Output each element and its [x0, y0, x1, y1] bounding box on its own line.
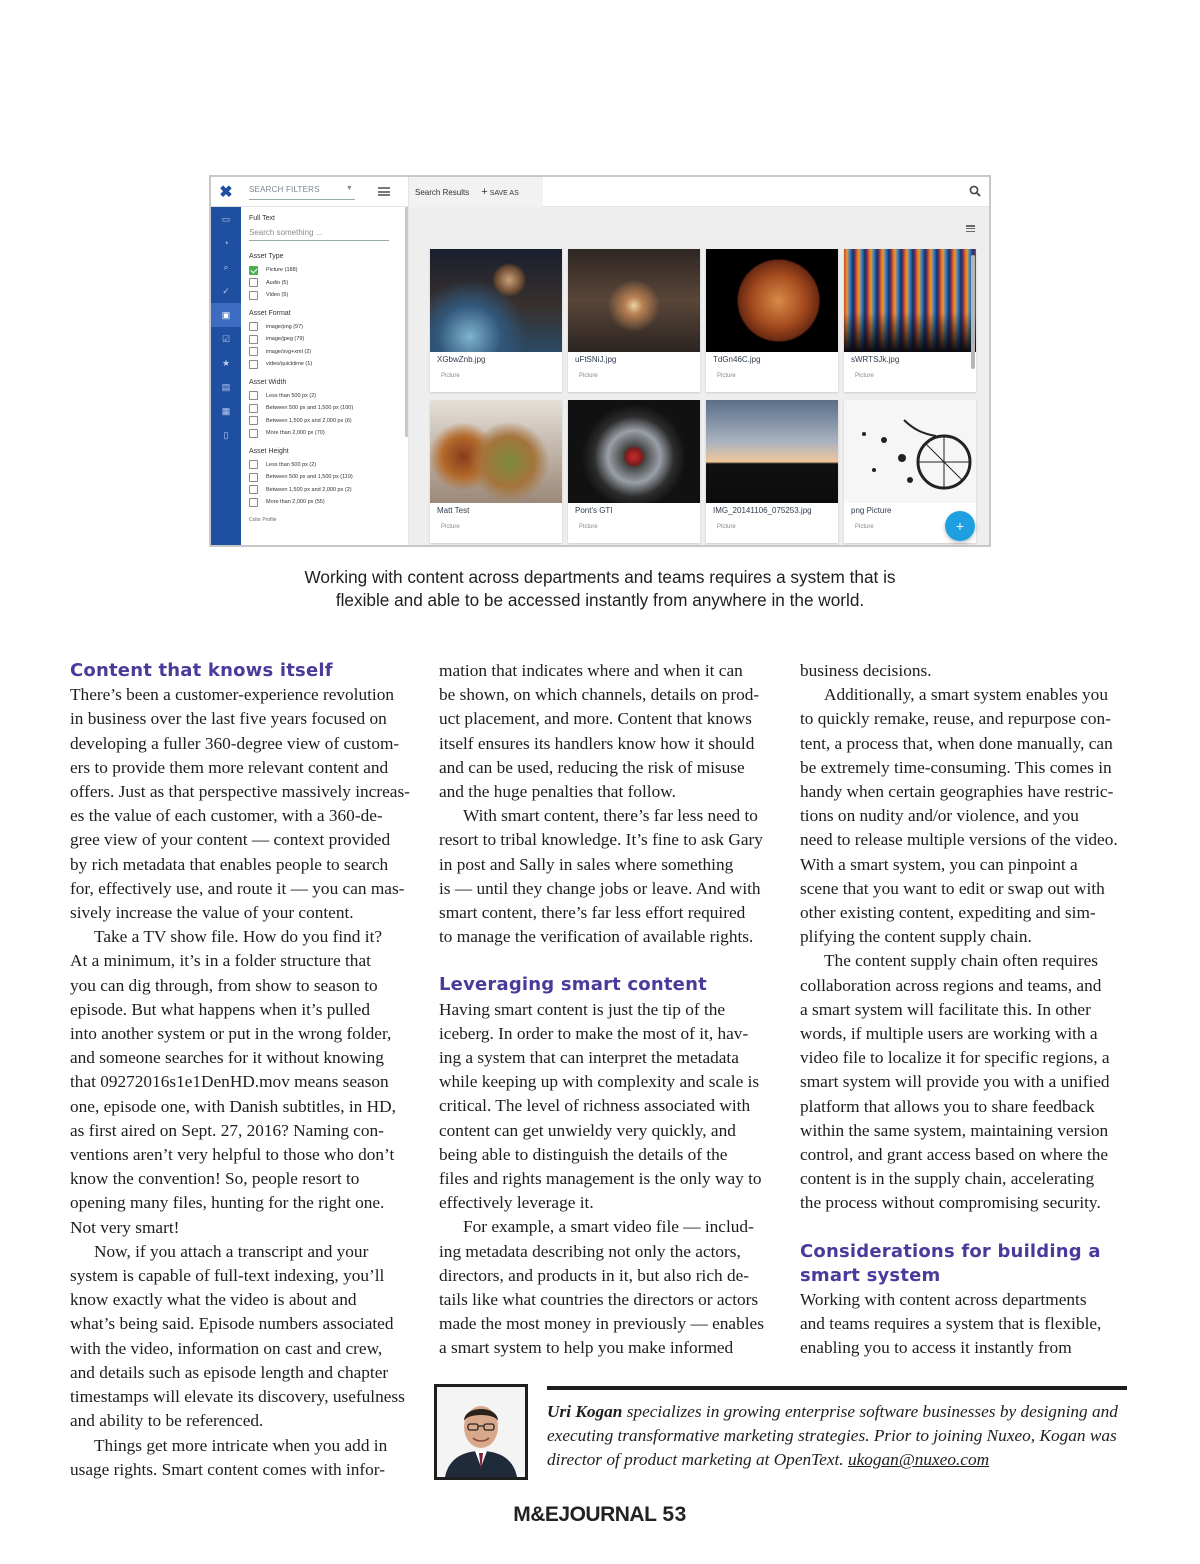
text-line: There’s been a customer-experience revolution: [70, 685, 395, 705]
text-line: system is capable of full-text indexing, you’ll: [70, 1266, 385, 1286]
text-line: tent, a process that, when done manually, can: [800, 733, 1113, 753]
filter-group-title: Asset Type: [249, 253, 284, 260]
text-line: Working with content across departments: [800, 1290, 1087, 1310]
text-line: and someone searches for it without knowing: [70, 1048, 384, 1068]
document-icon[interactable]: ▤: [221, 381, 231, 392]
filter-option[interactable]: [249, 390, 399, 403]
text-line: Take a TV show file. How do you find it?: [94, 927, 383, 947]
filter-option[interactable]: [249, 427, 399, 440]
filter-option-label: Between 1,500 px and 2,000 px (2): [266, 486, 352, 493]
result-type: Picture: [855, 373, 874, 379]
filter-option-label: More than 2,000 px (55): [266, 499, 325, 506]
result-thumbnail[interactable]: [430, 249, 562, 352]
text-line: within the same system, maintaining version: [800, 1120, 1109, 1140]
text-line: plifying the content supply chain.: [800, 927, 1032, 947]
checkbox[interactable]: [249, 360, 258, 369]
filter-option[interactable]: [249, 346, 399, 359]
text-line: scene that you want to edit or swap out with: [800, 878, 1105, 898]
author-name: Uri Kogan: [547, 1402, 623, 1421]
result-name[interactable]: Matt Test: [437, 506, 470, 515]
result-name[interactable]: XGbwZnb.jpg: [437, 355, 486, 364]
save-as-button[interactable]: + SAVE AS: [481, 186, 519, 198]
text-line: developing a fuller 360-degree view of custom-: [70, 733, 400, 753]
result-card[interactable]: [430, 400, 562, 543]
filter-group-title: Asset Format: [249, 309, 291, 317]
text-line: to manage the verification of available rights.: [439, 927, 754, 947]
filter-option-label: video/quicktime (1): [266, 361, 313, 368]
text-line: Now, if you attach a transcript and your: [94, 1241, 369, 1261]
text-line: tails like what countries the directors or actors: [439, 1290, 759, 1310]
result-card[interactable]: [706, 249, 838, 392]
page-footer: [0, 1503, 1200, 1527]
result-name[interactable]: TdGn46C.jpg: [713, 355, 761, 364]
text-line: es the value of each customer, with a 360-de-: [70, 806, 383, 826]
text-line: know the convention! So, people resort to: [70, 1169, 360, 1189]
text-line: ing a system that can interpret the metadata: [439, 1048, 739, 1068]
filter-option[interactable]: [249, 289, 399, 302]
filter-option-label: Video (5): [266, 292, 289, 299]
text-line: words, if multiple users are working with a: [800, 1024, 1098, 1044]
text-line: a smart system will facilitate this. In other: [800, 999, 1091, 1019]
checkbox[interactable]: [249, 460, 258, 469]
nav-rail: [211, 177, 241, 545]
result-type: Picture: [441, 524, 460, 530]
text-line: one, episode one, with Danish subtitles, in HD,: [70, 1096, 396, 1116]
text-line: For example, a smart video file — includ-: [463, 1217, 754, 1237]
filter-option[interactable]: [249, 402, 399, 415]
checkbox[interactable]: [249, 266, 258, 275]
search-nav-icon[interactable]: ⌕: [223, 261, 229, 272]
text-line: business decisions.: [800, 661, 932, 680]
checkbox[interactable]: [249, 498, 258, 507]
journal-name: M&EJOURNAL: [513, 1503, 657, 1526]
filter-option[interactable]: [249, 321, 399, 334]
text-line: made the most money in previously — enables: [439, 1314, 764, 1334]
heading-considerations: Considerations for building a smart system: [800, 1240, 1101, 1286]
full-text-label: Full Text: [249, 215, 275, 222]
checkbox[interactable]: [249, 391, 258, 400]
author-bio: Uri Kogan specializes in growing enterprise software businesses by designing and executing transformative marketing strategies. Prior to joining Nuxeo, Kogan was director of product marketing at OpenText. ukogan@nuxeo.com: [547, 1402, 1118, 1470]
page-number: 53: [662, 1503, 687, 1526]
trash-icon[interactable]: ▯: [223, 429, 229, 440]
text-line: usage rights. Smart content comes with infor-: [70, 1459, 385, 1479]
text-line: opening many files, hunting for the right one.: [70, 1193, 385, 1213]
recent-icon[interactable]: ◔: [223, 238, 229, 248]
text-line: files and rights management is the only way to: [439, 1169, 762, 1189]
text-line: The content supply chain often requires: [824, 951, 1099, 971]
checkbox[interactable]: [249, 322, 258, 331]
figure-caption: Working with content across departments and teams requires a system that is flexible and able to be accessed instantly from anywhere in the world.: [304, 567, 896, 610]
text-line: the process without compromising security.: [800, 1193, 1101, 1213]
filter-scrollbar[interactable]: [405, 207, 408, 437]
app-logo-icon: ✖: [211, 177, 241, 207]
text-line: be extremely time-consuming. This comes in: [800, 757, 1112, 777]
text-line: is — until they change jobs or leave. And with: [439, 878, 761, 898]
collections-icon[interactable]: ▣: [211, 303, 241, 327]
checkbox[interactable]: [249, 416, 258, 425]
checkbox[interactable]: [249, 278, 258, 287]
text-line: other existing content, expediting and sim-: [800, 903, 1096, 923]
text-line: by rich metadata that enables people to search: [70, 854, 389, 874]
text-line: and teams requires a system that is flexible,: [800, 1314, 1102, 1334]
filter-option[interactable]: [249, 277, 399, 290]
text-line: With a smart system, you can pinpoint a: [800, 854, 1078, 874]
text-line: you can dig through, from show to season to: [70, 975, 378, 995]
checkbox[interactable]: [249, 291, 258, 300]
text-line: being able to distinguish the details of the: [439, 1144, 728, 1164]
app-screenshot: [209, 175, 991, 547]
text-line: control, and grant access based on where the: [800, 1145, 1109, 1165]
author-photo: [434, 1384, 528, 1480]
filter-option-label: Audio (5): [266, 279, 289, 286]
check-icon[interactable]: ✓: [222, 285, 230, 296]
result-name[interactable]: png Picture: [851, 506, 892, 515]
filter-group-title: Asset Width: [249, 378, 287, 386]
text-line: to quickly remake, reuse, and repurpose con-: [800, 709, 1111, 729]
text-line: know exactly what the video is about and: [70, 1290, 357, 1310]
add-button[interactable]: [945, 511, 975, 541]
text-line: effectively leverage it.: [439, 1193, 594, 1213]
plus-icon: +: [481, 186, 488, 198]
result-name[interactable]: sWRTSJk.jpg: [851, 355, 900, 364]
result-thumbnail[interactable]: [568, 400, 700, 503]
text-line: smart content, there’s far less effort required: [439, 903, 746, 923]
text-line: resort to tribal knowledge. It’s fine to ask Gary: [439, 830, 763, 850]
bio-rule: [547, 1386, 1127, 1390]
text-line: for, effectively use, and route it — you can mas-: [70, 878, 405, 898]
column-1-text: [70, 683, 415, 1482]
tasks-icon[interactable]: ☑: [221, 333, 231, 344]
filter-option-label: Between 500 px and 1,500 px (100): [266, 405, 354, 412]
text-line: At a minimum, it’s in a folder structure that: [70, 951, 371, 971]
folder-icon[interactable]: ▭: [221, 213, 231, 224]
filter-group: [249, 448, 399, 509]
checkbox[interactable]: [249, 347, 258, 356]
text-line: sively increase the value of your content.: [70, 903, 354, 923]
filter-option-label: More than 2,000 px (70): [266, 430, 325, 437]
result-name[interactable]: uFtSNiJ.jpg: [575, 355, 617, 364]
text-line: smart system will provide you with a unified: [800, 1072, 1110, 1092]
text-line: need to release multiple versions of the video.: [800, 830, 1118, 850]
filter-option[interactable]: [249, 415, 399, 428]
column-2-text: [439, 659, 779, 949]
text-line: handy when certain geographies have restric-: [800, 782, 1114, 802]
chevron-down-icon: ▼: [345, 185, 353, 192]
filter-group: [249, 253, 399, 302]
filter-option-label: image/svg+xml (2): [266, 348, 312, 355]
column-3-text: [800, 659, 1130, 1216]
text-line: into another system or put in the wrong folder,: [70, 1024, 392, 1044]
text-line: Having smart content is just the tip of the: [439, 999, 726, 1019]
result-thumbnail[interactable]: [568, 249, 700, 352]
text-line: Things get more intricate when you add in: [94, 1435, 388, 1455]
media-icon[interactable]: ▦: [221, 405, 231, 416]
result-thumbnail[interactable]: [706, 400, 838, 503]
result-type: Picture: [579, 524, 598, 530]
column-1: [70, 659, 415, 1482]
text-line: in post and Sally in sales where something: [439, 854, 734, 874]
text-line: iceberg. In order to make the most of it, hav-: [439, 1023, 749, 1043]
text-line: and ability to be referenced.: [70, 1411, 264, 1431]
text-line: content is in the supply chain, accelerating: [800, 1169, 1095, 1189]
author-email-link[interactable]: ukogan@nuxeo.com: [847, 1450, 990, 1470]
results-toolbar: [409, 177, 989, 207]
filter-group-title: Asset Height: [249, 447, 289, 455]
text-line: mation that indicates where and when it can: [439, 661, 743, 680]
text-line: Additionally, a smart system enables you: [824, 685, 1108, 705]
filter-option[interactable]: [249, 264, 399, 277]
text-line: content can get unwieldy very quickly, and: [439, 1120, 736, 1140]
text-line: in business over the last five years focused on: [70, 709, 387, 729]
next-filter-group-cut: Color Profile: [249, 516, 277, 523]
result-thumbnail[interactable]: [844, 400, 976, 503]
filter-option[interactable]: [249, 358, 399, 371]
tab-search-results[interactable]: Search Results + SAVE AS: [409, 177, 543, 207]
text-line: gree view of your content — context provided: [70, 830, 391, 850]
filter-option[interactable]: [249, 471, 399, 484]
text-line: as first aired on Sept. 27, 2016? Naming con-: [70, 1120, 384, 1140]
text-line: itself ensures its handlers know how it should: [439, 733, 755, 753]
text-line: collaboration across regions and teams, and: [800, 975, 1102, 995]
filter-option-label: image/png (97): [266, 323, 303, 330]
checkbox[interactable]: [249, 429, 258, 438]
text-line: video file to localize it for specific regions, a: [800, 1048, 1110, 1068]
filter-option-label: image/jpeg (79): [266, 336, 305, 343]
text-line: and can be used, reducing the risk of misuse: [439, 757, 745, 777]
column-3: [800, 659, 1130, 1361]
text-line: what’s being said. Episode numbers associated: [70, 1314, 394, 1334]
checkbox[interactable]: [249, 404, 258, 413]
column-2-text-b: [439, 998, 779, 1361]
search-icon[interactable]: [969, 185, 981, 197]
result-card[interactable]: [706, 400, 838, 543]
filter-option-label: Between 500 px and 1,500 px (119): [266, 474, 353, 481]
filter-group: [249, 310, 399, 371]
heading-leveraging-smart-content: Leveraging smart content: [439, 974, 707, 996]
text-line: and details such as episode length and chapter: [70, 1362, 389, 1382]
text-line: tions on nudity and/or violence, and you: [800, 806, 1079, 826]
result-card[interactable]: [568, 249, 700, 392]
filter-option[interactable]: [249, 496, 399, 509]
filter-option-label: Picture (188): [266, 267, 298, 274]
filter-option-label: Between 1,500 px and 2,000 px (6): [266, 417, 352, 424]
text-line: enabling you to access it instantly from: [800, 1338, 1072, 1358]
text-line: ventions aren’t very helpful to those who don’t: [70, 1145, 395, 1165]
search-filters-select[interactable]: SEARCH FILTERS ▼: [249, 185, 355, 200]
results-grid: [409, 207, 989, 545]
result-thumbnail[interactable]: [430, 400, 562, 503]
text-line: offers. Just as that perspective massively increas-: [70, 782, 410, 802]
checkbox[interactable]: [249, 473, 258, 482]
text-line: directors, and products in it, but also rich de-: [439, 1265, 750, 1285]
column-2: [439, 659, 779, 1361]
text-line: a smart system to help you make informed: [439, 1338, 734, 1358]
checkbox[interactable]: [249, 485, 258, 494]
result-thumbnail[interactable]: [844, 249, 976, 352]
text-line: platform that allows you to share feedback: [800, 1096, 1095, 1116]
filter-option[interactable]: [249, 459, 399, 472]
text-line: that 09272016s1e1DenHD.mov means season: [70, 1072, 389, 1092]
text-line: and the huge penalties that follow.: [439, 782, 676, 802]
filter-option-label: Less than 500 px (2): [266, 392, 317, 399]
result-type: Picture: [579, 373, 598, 379]
result-card[interactable]: [430, 249, 562, 392]
favorites-icon[interactable]: ★: [221, 357, 231, 368]
result-name[interactable]: Pont's GTI: [575, 506, 613, 515]
heading-content-knows-itself: Content that knows itself: [70, 660, 333, 681]
view-options-icon[interactable]: [966, 225, 975, 232]
result-name[interactable]: IMG_20141106_075253.jpg: [713, 506, 812, 515]
text-line: critical. The level of richness associated with: [439, 1096, 751, 1116]
text-line: ing metadata describing not only the actors,: [439, 1241, 741, 1261]
results-scrollbar[interactable]: [971, 255, 975, 369]
result-card[interactable]: [568, 400, 700, 543]
text-line: be shown, on which channels, details on prod-: [439, 685, 760, 705]
filter-option-label: Less than 500 px (2): [266, 461, 317, 468]
filter-group: [249, 379, 399, 440]
text-line: timestamps will elevate its discovery, usefulness: [70, 1387, 405, 1407]
checkbox[interactable]: [249, 335, 258, 344]
result-type: Picture: [441, 373, 460, 379]
text-line: With smart content, there’s far less need to: [463, 806, 758, 826]
filter-option[interactable]: [249, 333, 399, 346]
column-3-text-b: [800, 1288, 1130, 1361]
full-text-search-input[interactable]: Search something ...: [249, 228, 389, 241]
list-view-icon[interactable]: [378, 187, 390, 196]
text-line: episode. But what happens when it’s pulled: [70, 999, 370, 1019]
filter-panel: [241, 177, 409, 545]
result-type: Picture: [855, 524, 874, 530]
text-line: Not very smart!: [70, 1217, 180, 1237]
result-card[interactable]: [844, 249, 976, 392]
plus-icon: +: [955, 518, 965, 534]
result-type: Picture: [717, 524, 736, 530]
text-line: while keeping up with complexity and scale is: [439, 1072, 760, 1092]
text-line: with the video, information on cast and crew,: [70, 1338, 383, 1358]
result-thumbnail[interactable]: [706, 249, 838, 352]
text-line: ers to provide them more relevant content and: [70, 757, 389, 777]
result-type: Picture: [717, 373, 736, 379]
text-line: uct placement, and more. Content that knows: [439, 709, 752, 729]
filter-option[interactable]: [249, 484, 399, 497]
